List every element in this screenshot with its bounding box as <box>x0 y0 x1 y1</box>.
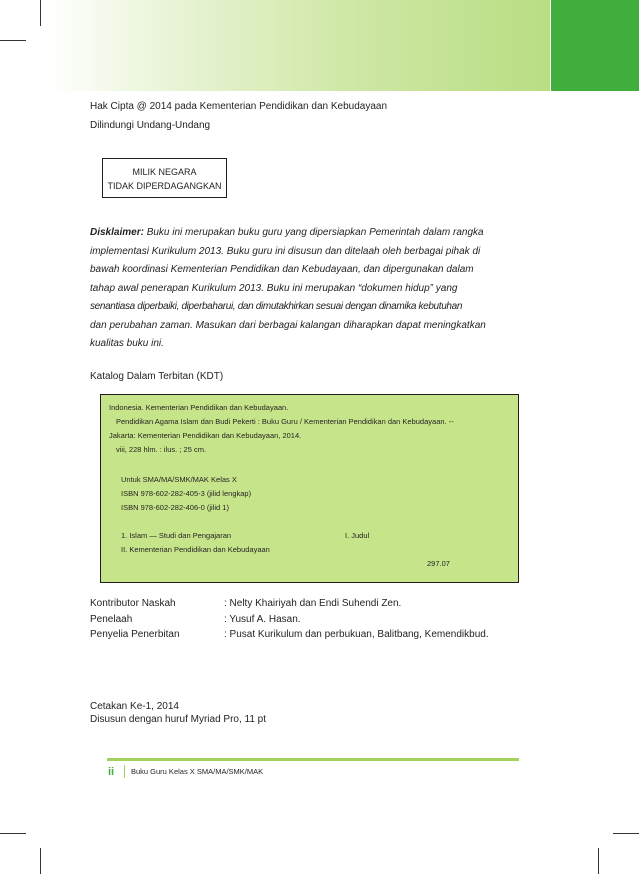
footer-book-title: Buku Guru Kelas X SMA/MA/SMK/MAK <box>131 767 264 776</box>
footer-separator <box>124 765 125 778</box>
kdt-subject-2: II. Kementerian Pendidikan dan Kebudayaan <box>121 545 270 554</box>
header-gradient-band <box>45 0 550 91</box>
reviewer-row <box>90 613 301 627</box>
crop-mark <box>0 833 26 834</box>
copyright-line: Hak Cipta @ 2014 pada Kementerian Pendidikan dan Kebudayaan <box>90 101 388 112</box>
kdt-heading: Katalog Dalam Terbitan (KDT) <box>90 371 224 382</box>
disclaimer-line: Disklaimer: Buku ini merupakan buku guru yang dipersiapkan Pemerintah dalam rangka <box>90 227 484 238</box>
print-edition: Cetakan Ke-1, 2014 <box>90 701 179 712</box>
contributor-row <box>90 597 401 611</box>
kdt-title: Pendidikan Agama Islam dan Budi Pekerti : Buku Guru / Kementerian Pendidikan dan Kebudayaan. -- <box>116 417 454 426</box>
contributor-label: Kontributor Naskah <box>90 598 176 609</box>
supervisor-row <box>90 628 489 642</box>
disclaimer-paragraph <box>90 224 533 354</box>
kdt-publisher: Jakarta: Kementerian Pendidikan dan Kebudayaan, 2014. <box>109 431 302 440</box>
notice-line-1: MILIK NEGARA <box>132 167 197 177</box>
protection-line: Dilindungi Undang-Undang <box>90 120 211 131</box>
disclaimer-line: senantiasa diperbaiki, diperbaharui, dan dimutakhirkan sesuai dengan dinamika kebutuhan <box>90 301 463 312</box>
kdt-author: Indonesia. Kementerian Pendidikan dan Kebudayaan. <box>109 403 289 412</box>
header-green-block <box>551 0 639 91</box>
crop-mark <box>40 0 41 26</box>
kdt-isbn-1: ISBN 978-602-282-405-3 (jilid lengkap) <box>121 489 252 498</box>
kdt-isbn-2: ISBN 978-602-282-406-0 (jilid 1) <box>121 503 229 512</box>
page-number: ii <box>108 766 115 778</box>
supervisor-value: : Pusat Kurikulum dan perbukuan, Balitbang, Kemendikbud. <box>224 629 489 640</box>
notice-line-2: TIDAK DIPERDAGANGKAN <box>107 181 222 191</box>
font-note: Disusun dengan huruf Myriad Pro, 11 pt <box>90 714 267 725</box>
reviewer-value: : Yusuf A. Hasan. <box>224 614 301 625</box>
kdt-subject-1: 1. Islam — Studi dan Pengajaran <box>121 531 232 540</box>
kdt-subject-1-right: I. Judul <box>345 531 370 540</box>
crop-mark <box>613 833 639 834</box>
kdt-box <box>100 394 519 583</box>
footer-rule <box>107 758 519 761</box>
disclaimer-line: implementasi Kurikulum 2013. Buku guru ini disusun dan ditelaah oleh berbagai pihak di <box>90 245 481 257</box>
supervisor-label: Penyelia Penerbitan <box>90 629 180 640</box>
disclaimer-line: dan perubahan zaman. Masukan dari berbagai kalangan diharapkan dapat meningkatkan <box>90 319 486 331</box>
kdt-physical: viii, 228 hlm. : ilus. ; 25 cm. <box>116 445 207 454</box>
disclaimer-line: kualitas buku ini. <box>90 338 164 349</box>
contributor-value: : Nelty Khairiyah dan Endi Suhendi Zen. <box>224 598 402 609</box>
disclaimer-line: bawah koordinasi Kementerian Pendidikan dan Kebudayaan, dan dipergunakan dalam <box>90 264 474 275</box>
kdt-audience: Untuk SMA/MA/SMK/MAK Kelas X <box>121 475 237 484</box>
crop-mark <box>0 40 26 41</box>
reviewer-label: Penelaah <box>90 614 133 625</box>
notice-box <box>102 158 227 198</box>
disclaimer-label: Disklaimer: <box>90 227 144 238</box>
disclaimer-line: tahap awal penerapan Kurikulum 2013. Buku ini merupakan “dokumen hidup” yang <box>90 282 458 294</box>
kdt-class-number: 297.07 <box>427 559 450 568</box>
crop-mark <box>40 848 41 874</box>
crop-mark <box>598 848 599 874</box>
